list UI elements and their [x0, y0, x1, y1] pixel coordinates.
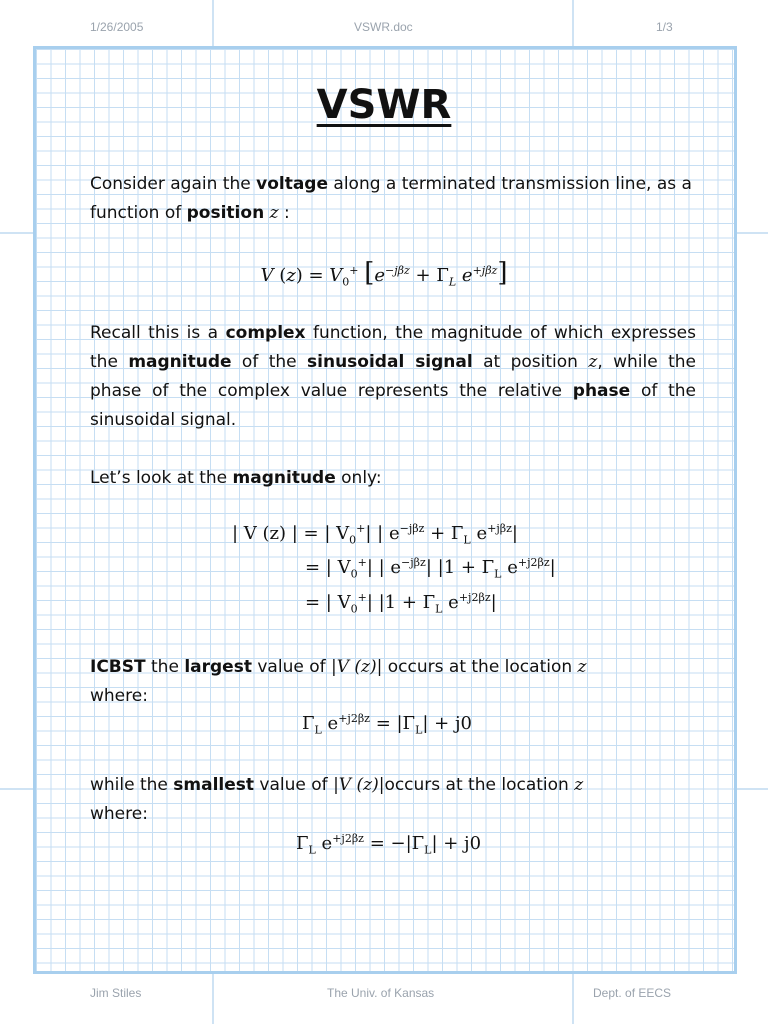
- p4-text-4: where:: [90, 686, 148, 706]
- eq4-exp2: +j2βz: [332, 832, 364, 845]
- term-largest: largest: [184, 657, 252, 677]
- p5-magnitude: |V (z)|: [333, 775, 385, 795]
- eq2-l1-exp-neg: −jβz: [399, 522, 425, 535]
- intro-text-2: along a terminated transmission line, as a function of: [90, 174, 692, 223]
- guide-line-right-bottom: [572, 974, 574, 1024]
- p5-text-2: value of: [254, 775, 334, 795]
- eq1-amplitude-sub: 0: [342, 275, 350, 289]
- eq2-l1-amp: | V: [324, 523, 350, 544]
- p3-text-1: Let’s look at the: [90, 468, 233, 488]
- eq2-l3-supplus: +: [357, 591, 367, 604]
- term-sinusoidal-signal: sinusoidal signal: [307, 352, 473, 372]
- eq3-rhs: = |Γ: [369, 713, 416, 734]
- eq2-l2-subL: L: [494, 567, 502, 581]
- eq1-amplitude: V: [329, 265, 343, 286]
- intro-text-1: Consider again the: [90, 174, 257, 194]
- eq2-l1-sub0: 0: [349, 533, 357, 547]
- smallest-paragraph: [90, 771, 696, 829]
- eq1-exp2: +jβz: [472, 264, 498, 277]
- p4-magnitude: |V (z)|: [331, 657, 383, 677]
- min-condition-equation: $\Gamma_L$ $e^{+j2\beta z} = -|\Gamma_L| + j0$: [296, 832, 482, 857]
- eq2-l2-sub0: 0: [350, 567, 358, 581]
- magnitude-equation-line-3: = | $V_0^+|$ $|1 + \Gamma_L$ $e^{+j2\beta z}|$: [305, 591, 497, 616]
- voltage-equation: V $(z) = V_0^+$ [$e^{-j\beta z} + \Gamma_L$ $e^{+j\beta z}$]: [260, 258, 508, 289]
- term-magnitude: magnitude: [128, 352, 232, 372]
- term-position: position: [186, 203, 265, 223]
- eq2-l3-exp2: +j2βz: [458, 591, 491, 604]
- intro-paragraph: [90, 170, 696, 228]
- p4-text-1: the: [145, 657, 185, 677]
- p4-var-z: z: [577, 657, 587, 677]
- term-phase: phase: [572, 381, 631, 401]
- footer-author: Jim Stiles: [90, 986, 142, 1000]
- eq2-l1-gamma: + Γ: [424, 523, 464, 544]
- eq1-e1: e: [374, 265, 386, 286]
- eq2-l2-supplus: +: [357, 556, 367, 569]
- p2-text-6: of the sinusoidal signal.: [90, 381, 697, 430]
- eq4-rhs: = −|Γ: [363, 833, 425, 854]
- eq1-gamma-sub: L: [448, 275, 457, 289]
- eq1-exp1: −jβz: [385, 264, 410, 277]
- eq2-l1-supplus: +: [356, 522, 366, 535]
- p2-var-z: z: [588, 352, 598, 372]
- eq1-v: V: [260, 265, 274, 286]
- eq3-tail: | + j0: [422, 713, 472, 734]
- eq2-l2-exp2: +j2βz: [517, 556, 550, 569]
- eq4-rhs-subL: L: [424, 843, 432, 857]
- max-condition-equation: $\Gamma_L$ $e^{+j2\beta z} = |\Gamma_L| + j0$: [302, 712, 472, 737]
- complex-paragraph: [90, 319, 696, 435]
- guide-line-side-right: [737, 232, 768, 234]
- eq1-amplitude-sup: +: [349, 264, 359, 277]
- eq3-exp2: +j2βz: [338, 712, 370, 725]
- eq1-gamma: Γ: [436, 265, 449, 286]
- largest-paragraph: [90, 653, 696, 711]
- intro-text-3: :: [278, 203, 290, 223]
- guide-line-right: [572, 0, 574, 46]
- p2-text-4: at position: [472, 352, 589, 372]
- footer-university: The Univ. of Kansas: [327, 986, 435, 1000]
- magnitude-paragraph: [90, 464, 696, 493]
- eq2-lhs: | V (z) | =: [232, 523, 325, 544]
- eq1-z: z: [286, 265, 296, 286]
- eq2-l3-subL: L: [435, 602, 443, 616]
- magnitude-equation-line-2: = | $V_0^+|$ | $e^{-j\beta z}|$ $|1 + \Gamma_L$ $e^{+j2\beta z}|$: [305, 556, 556, 581]
- eq1-e2: e: [461, 265, 473, 286]
- p2-text-5: , while the phase of the complex value represents the relative: [90, 352, 697, 401]
- p2-text-2: function, the magnitude of which expresses the: [90, 323, 696, 372]
- magnitude-equation-line-1: | V (z) | = | $V_0^+|$ | $e^{-j\beta z} + \Gamma_L$ $e^{+j\beta z}|$: [232, 522, 518, 547]
- term-magnitude-2: magnitude: [232, 468, 336, 488]
- guide-line-side-left: [0, 232, 33, 234]
- eq2-l1-exp-pos: +jβz: [487, 522, 512, 535]
- guide-line-left-bottom: [212, 974, 214, 1024]
- guide-line-side-right-2: [737, 788, 768, 790]
- p5-text-3: occurs at the location: [384, 775, 575, 795]
- eq2-l3-sub0: 0: [350, 602, 358, 616]
- term-complex: complex: [225, 323, 306, 343]
- eq2-l3-gamma: + Γ: [396, 592, 436, 613]
- header-filename: VSWR.doc: [354, 20, 413, 34]
- eq2-l2-exp-neg: −jβz: [401, 556, 426, 569]
- eq2-l1-subL: L: [463, 533, 471, 547]
- term-voltage: voltage: [256, 174, 328, 194]
- term-icbst: ICBST: [90, 657, 146, 677]
- p5-text-4: where:: [90, 804, 148, 824]
- document-title: VSWR: [316, 82, 452, 128]
- eq2-l1-e: | | e: [365, 523, 400, 544]
- p2-text-3: of the: [231, 352, 308, 372]
- eq4-subL: L: [308, 843, 316, 857]
- footer-department: Dept. of EECS: [593, 986, 672, 1000]
- header-date: 1/26/2005: [90, 20, 144, 34]
- eq3-subL: L: [314, 723, 322, 737]
- var-z: z: [269, 203, 279, 223]
- p4-text-2: value of: [251, 657, 332, 677]
- eq3-rhs-subL: L: [415, 723, 423, 737]
- p5-text-1: while the: [90, 775, 174, 795]
- p2-text-1: Recall this is a: [90, 323, 226, 343]
- header-page-number: 1/3: [656, 20, 673, 34]
- eq2-l2-gamma: + Γ: [455, 557, 495, 578]
- p5-var-z: z: [574, 775, 584, 795]
- p4-text-3: occurs at the location: [382, 657, 578, 677]
- p3-text-2: only:: [335, 468, 382, 488]
- guide-line-side-left-2: [0, 788, 33, 790]
- term-smallest: smallest: [173, 775, 255, 795]
- guide-line-left: [212, 0, 214, 46]
- eq4-tail: | + j0: [431, 833, 482, 854]
